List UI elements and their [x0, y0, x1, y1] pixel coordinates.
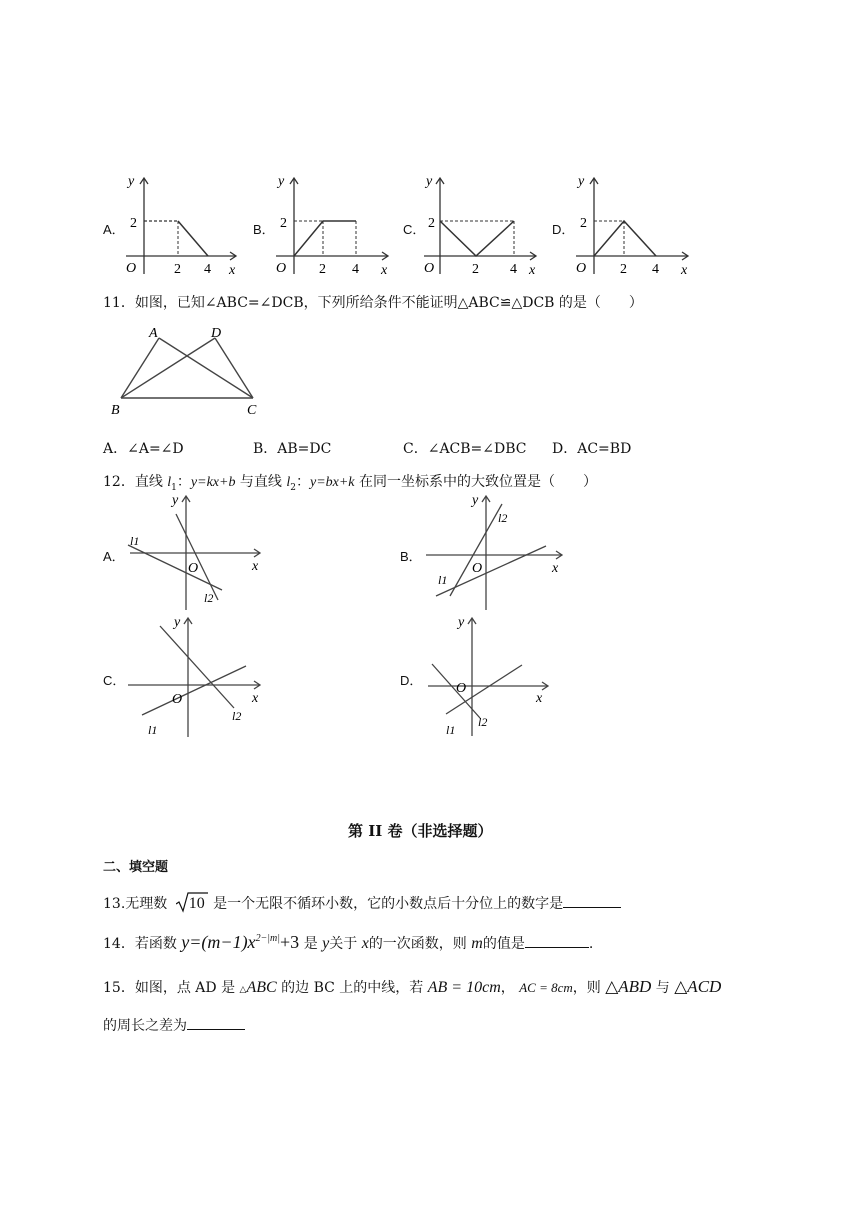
- q12-d-l2-label: l2: [478, 715, 488, 729]
- q15-line2: 的周长之差为: [103, 1018, 187, 1034]
- q14-t3: 的一次函数，则: [368, 936, 467, 952]
- q14-end: .: [588, 936, 594, 952]
- q10-option-d-letter: D．: [552, 222, 575, 237]
- q12-graph-d: [418, 612, 578, 742]
- q12-text-2: 与直线: [235, 474, 287, 490]
- q10-b-x-tick-4: 4: [352, 262, 359, 277]
- q10-option-b-letter: B．: [253, 222, 275, 237]
- q13-pre: 无理数: [125, 896, 168, 912]
- q10-d-origin: O: [576, 261, 587, 276]
- q14-var-x: x: [361, 935, 369, 952]
- q15-tri-acd: △ACD: [674, 977, 722, 996]
- q12-a-l1-label: l1: [130, 534, 140, 548]
- q15-tri-abd: △ABD: [605, 977, 652, 996]
- q12-d-l1-label: l1: [446, 723, 456, 737]
- q10-c-y-tick: 2: [428, 216, 435, 231]
- q12-a-x-label: x: [252, 559, 259, 574]
- q10-c-y-label: y: [426, 174, 433, 189]
- q10-graph-d: [568, 170, 698, 280]
- q12-l-2: l: [286, 475, 291, 490]
- q14-formula: [181, 932, 303, 952]
- q11-number: 11．: [103, 295, 135, 311]
- q13-post: 是一个无限不循环小数，它的小数点后十分位上的数字是: [213, 896, 564, 912]
- q14-formula-mid: =(m−1)x: [189, 932, 256, 952]
- q11-stem: [103, 292, 643, 312]
- q10-a-origin: O: [126, 261, 137, 276]
- q12-c-l1-label: l1: [148, 723, 158, 737]
- q10-b-y-label: y: [278, 174, 285, 189]
- q10-graph-b: [268, 170, 398, 280]
- q11-option-b[interactable]: B．AB=DC: [253, 441, 332, 457]
- q11-label-a: A: [149, 326, 158, 341]
- q12-graph-a: [118, 490, 278, 615]
- q14-var-y: y: [322, 935, 330, 952]
- q12-l-1: l: [167, 475, 172, 490]
- q11-label-d: D: [211, 326, 222, 341]
- q10-b-origin: O: [276, 261, 287, 276]
- q12-b-l1-label: l1: [438, 573, 448, 587]
- q14-exponent: 2−|m|: [255, 933, 281, 944]
- q14-pre: 若函数: [134, 936, 177, 952]
- q15-line1-pre: 如图，点 AD 是: [134, 980, 236, 996]
- q10-d-x-tick-4: 4: [652, 262, 659, 277]
- q11-figure: [105, 320, 275, 420]
- q12-option-b-letter: B．: [400, 549, 422, 564]
- q10-d-y-label: y: [578, 174, 585, 189]
- q15-number: 15．: [103, 980, 135, 996]
- q12-b-x-label: x: [552, 561, 559, 576]
- q12-colon-2: ：: [295, 474, 310, 490]
- q12-a-origin: O: [188, 561, 199, 576]
- q12-d-x-label: x: [536, 691, 543, 706]
- section-2-title: 第 II 卷（非选择题）: [348, 822, 493, 840]
- q15-answer-blank[interactable]: [187, 1016, 245, 1030]
- q15-ab: AB = 10cm: [427, 979, 501, 996]
- q10-graph-a: [118, 170, 248, 280]
- q12-option-d-letter: D．: [400, 673, 423, 688]
- q14-t4: 的值是: [482, 936, 525, 952]
- q12-graph-b: [418, 490, 578, 615]
- q12-l-2-sub: 2: [290, 482, 296, 493]
- q10-option-c-letter: C．: [403, 222, 426, 237]
- q10-a-y-label: y: [128, 174, 135, 189]
- q10-c-x-tick-4: 4: [510, 262, 517, 277]
- section-2-subtitle: 二、填空题: [103, 860, 169, 875]
- q12-c-y-label: y: [174, 615, 181, 630]
- q12-eq-2: y=bx+k: [309, 475, 355, 490]
- sqrt-icon: [176, 892, 208, 914]
- q12-colon-1: ：: [176, 474, 191, 490]
- q15-tri-abc: ABC: [246, 979, 277, 996]
- q11-option-a[interactable]: A．∠A=∠D: [103, 441, 184, 457]
- q13-radical: [176, 895, 205, 913]
- q10-a-y-tick: 2: [130, 216, 137, 231]
- q10-a-x-label: x: [229, 263, 236, 278]
- q11-label-b: B: [111, 403, 120, 418]
- q10-d-y-tick: 2: [580, 216, 587, 231]
- q10-graph-c: [418, 170, 548, 280]
- q10-options: [0, 0, 860, 290]
- q13: [103, 893, 621, 913]
- q14-formula-tail: +3: [280, 932, 300, 952]
- q12-d-origin: O: [456, 681, 467, 696]
- q12-a-y-label: y: [172, 493, 179, 508]
- q10-b-x-label: x: [381, 263, 388, 278]
- q10-d-x-label: x: [681, 263, 688, 278]
- q15-ac: AC = 8cm: [519, 980, 573, 995]
- q15-line1-mid: 的边 BC 上的中线，若: [281, 980, 424, 996]
- q11-stem-text: 如图，已知∠ABC=∠DCB，下列所给条件不能证明△ABC≌△DCB 的是（ ）: [134, 295, 643, 311]
- q13-radicand: 10: [188, 895, 205, 912]
- q12-text-3: 在同一坐标系中的大致位置是（ ）: [354, 474, 597, 490]
- q15-line-2: [103, 1015, 245, 1035]
- q12-b-l2-label: l2: [498, 511, 508, 525]
- q10-a-x-tick-2: 2: [174, 262, 181, 277]
- q12-eq-1: y=kx+b: [190, 475, 236, 490]
- q14-t2: 关于: [329, 936, 358, 952]
- q10-b-y-tick: 2: [280, 216, 287, 231]
- q10-c-origin: O: [424, 261, 435, 276]
- triangle-icon: △: [239, 985, 247, 995]
- q12-b-y-label: y: [472, 493, 479, 508]
- q10-d-x-tick-2: 2: [620, 262, 627, 277]
- q15-with: 与: [655, 980, 670, 996]
- q12-l-1-sub: 1: [171, 482, 177, 493]
- q11-label-c: C: [247, 403, 257, 418]
- q10-option-a-letter: A．: [103, 222, 125, 237]
- q12-c-x-label: x: [252, 691, 259, 706]
- q14-var-m: m: [471, 935, 483, 952]
- q12-c-l2-label: l2: [232, 709, 242, 723]
- q15-line1-post: ，则: [572, 980, 601, 996]
- q12-number: 12．: [103, 474, 135, 490]
- q12-b-origin: O: [472, 561, 483, 576]
- q12-option-a-letter: A．: [103, 549, 125, 564]
- q15-line-1: [103, 977, 721, 997]
- q10-b-x-tick-2: 2: [319, 262, 326, 277]
- q12-c-origin: O: [172, 692, 183, 707]
- q15-comma: ，: [500, 980, 515, 996]
- q11-option-d[interactable]: D．AC=BD: [552, 441, 632, 457]
- q13-number: 13.: [103, 896, 126, 912]
- q12-a-l2-label: l2: [204, 591, 214, 605]
- q12-text-1: 直线: [134, 474, 168, 490]
- q10-c-x-label: x: [529, 263, 536, 278]
- q13-answer-blank[interactable]: [563, 894, 621, 908]
- q14-formula-y: y: [181, 932, 190, 952]
- q12-option-c-letter: C．: [103, 673, 126, 688]
- q10-a-x-tick-4: 4: [204, 262, 211, 277]
- q14: [103, 932, 593, 953]
- q14-number: 14．: [103, 936, 135, 952]
- q10-c-x-tick-2: 2: [472, 262, 479, 277]
- q14-answer-blank[interactable]: [525, 934, 589, 948]
- q14-t1: 是: [303, 936, 318, 952]
- q12-d-y-label: y: [458, 615, 465, 630]
- q11-option-c[interactable]: C．∠ACB=∠DBC: [403, 441, 527, 457]
- q12-graph-c: [118, 612, 278, 742]
